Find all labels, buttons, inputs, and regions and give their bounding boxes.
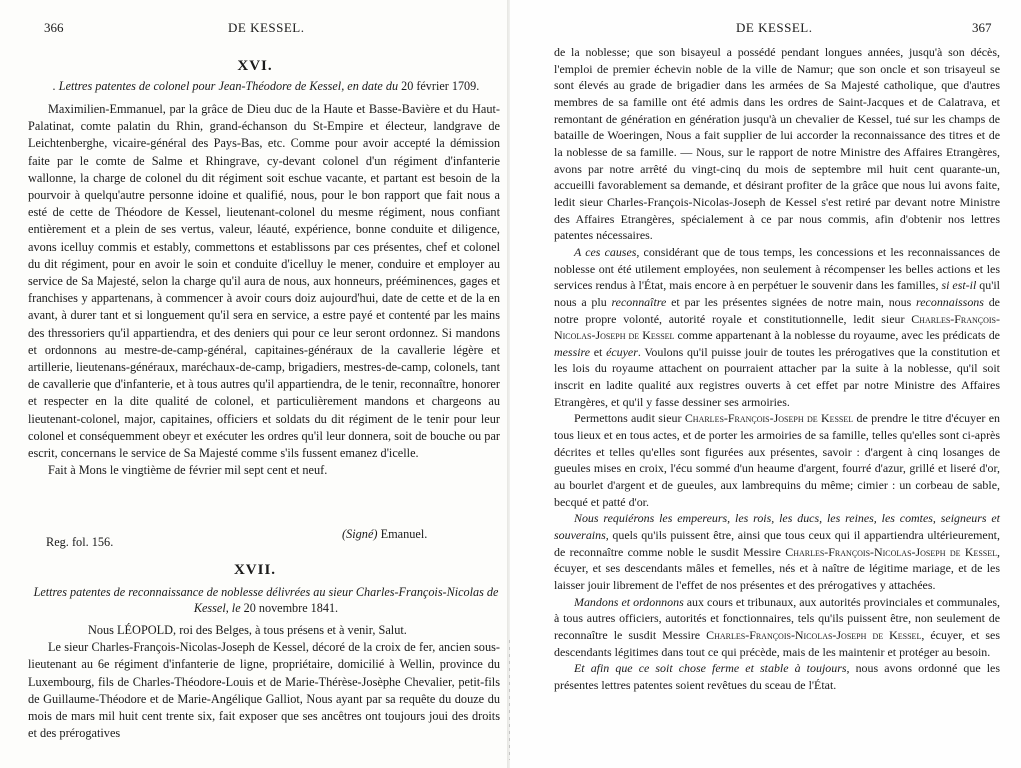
body-paragraph: Maximilien-Emmanuel, par la grâce de Dieu duc de la Haute et Basse-Bavière et du Haut-Palatinat, comte palatin du Rhin, grand-échanson du St-Empire et électeur, landgrave de Leichtenberghe, vicaire-général des Pays-Bas, etc. Comme pour avoir accepté la démission faite par le comte de Salme et Rhingrave, cy-devant colonel d'un régiment d'infanterie wallonne, la charge de colonel du dit régiment soit eschue vacante, et partant est besoin de la pourvoir à quelqu'autre personne idoine et qualifié, nous, pour le bon rapport que fait nous a esté de cette de Théodore de Kessel, lieutenant-colonel du mesme régiment, nous confiant entièrement et a plein de ses vertus, valeur, léauté, expérience, bonne conduite et diligence, avons icelluy commis et estably, commettons et establissons par ces présentes, chef et colonel du dit régiment, pour en avoir le soin et conduite d'icelluy le mener, conduire et employer au service de Sa Majesté, selon la charge qu'il aura de nous, aux honneurs, prééminences, gages et franchises y appartenans, à commencer à avoir cours doiz aujourd'hui, date de cette et de la en avant, à durer tant et si longuement qu'il sera en service, a estre payé et contenté par les mains des thressoriers qu'il appartiendra, et des deniers qui pour ce leur seront ordonnez. Si mandons et ordonnons au mestre-de-camp-général, capitaines-généraux de la cavallerie légère et artillerie, lieutenans-généraux, maréchaux-de-camp, brigadiers, mestres-de-camp, colonels, tant de cavallerie que d'infanterie, et à tous autres qu'il appartiendra, de le tenir, reconnaître, honorer et respecter en la dite qualité de colonel, et particulièrement mandons et chargeons au lieutenant-colonel, major, capitaines, officiers et soldats du dit régiment de le tenir pour leur colonel et conséquemment obeyr et exécuter les ordres qu'il leur donnera, soit de bouche ou par escrit, concernans le service de Sa Majesté comme s'ils fussent emanez d'icelle. [28, 102, 500, 461]
person-name: Charles-François-Nicolas-Joseph de Kessel [785, 544, 998, 559]
caption-date: 20 février 1709 [401, 79, 477, 93]
lead-phrase: Et afin que ce soit chose ferme et stable à toujours, [574, 661, 850, 676]
person-name: Charles-François-Nicolas-Joseph de Kessel [706, 627, 922, 642]
section-numeral: XVI. [237, 58, 273, 74]
section-body [28, 622, 500, 742]
caption-end: . [476, 79, 480, 93]
caption-text: . Lettres patentes de colonel pour Jean-Théodore de Kessel, en date du [52, 79, 402, 93]
closing-line: Fait à Mons le vingtième de février mil sept cent et neuf. [48, 463, 328, 478]
body-paragraph: Permettons audit sieur Charles-François-Joseph de Kessel de prendre le titre d'écuyer en tous lieux et en tous actes, et de porter les armoiries de sa famille, telles qu'elles sont ci-après décrites et telles qu'elles sont figurées aux présentes, savoir : d'argent à cinq losanges de gueules mises en croix, l'écu sommé d'un heaume d'argent, fourré d'azur, grillé et liseré d'or, au bourlet d'argent et de gueules, aux lambrequins du même; cimier : un corbeau de sable, becqué et patté d'or. [554, 411, 1000, 509]
body-paragraph: Le sieur Charles-François-Nicolas-Joseph de Kessel, décoré de la croix de fer, ancien sous-lieutenant au 6e régiment d'infanterie de ligne, propriétaire, domicilié à Wellin, province du Luxembourg, fils de Charles-Théodore-Louis et de Marie-Thérèse-Josèphe Chevalier, petit-fils de Guillaume-Théodore et de Marie-Angélique Galliot, Nous ayant par sa requête du douze du mois de mars mil huit cent trente six, fait exposer que ses ancêtres ont toujours joui des droits et des prérogatives [28, 640, 500, 741]
page-number: 366 [44, 20, 64, 35]
lead-phrase: A ces causes, [574, 244, 640, 259]
lead-phrase: Mandons et ordonnons [574, 594, 684, 609]
section-caption [30, 584, 502, 616]
page-body [554, 44, 1000, 694]
page-number: 367 [972, 20, 992, 35]
signed-name: Emanuel. [380, 527, 428, 541]
section-body [28, 101, 500, 479]
signed-label: (Signé) [342, 527, 378, 541]
body-paragraph: de la noblesse; que son bisayeul a possédé pendant longues années, jusqu'à son décès, l'emploi de premier échevin noble de la ville de Namur; que son oncle et son trisayeul se sont élevés au grade de brigadier dans les armées de Sa Majesté catholique, que d'autres membres de sa famille ont été admis dans les ordres de Saint-Jacques et de Calatrava, et remontant de génération en génération jusqu'à un chevalier de Kessel, tué sur les champs de bataille de Woeringen, Nous a fait supplier de lui accorder la reconnaissance des titres et de la noblesse de sa famille. — Nous, sur le rapport de notre Ministre des Affaires Etrangères, avons par notre arrêté du vingt-cinq du mois de septembre mil huit cent quarante-un, accueilli favorablement sa demande, et désirant profiter de la grâce que nous lui avons faite, ledit sieur Charles-François-Nicolas-Joseph de Kessel s'est retiré par devant notre Ministre des Affaires Etrangères, spécialement à ce par nous commis, afin d'obtenir nos lettres patentes nécessaires. [554, 45, 1000, 243]
body-paragraph: Mandons et ordonnons aux cours et tribunaux, aux autorités provinciales et communales, à tous autres officiers, autorités et fonctionnaires, tels qu'ils puissent être, non seulement de reconnaître le susdit Messire Charles-François-Nicolas-Joseph de Kessel, écuyer, et ses descendants légitimes dans tout ce qui précède, mais de les maintenir et protéger au besoin. [554, 594, 1000, 659]
running-head: DE KESSEL. [736, 20, 813, 35]
body-paragraph: A ces causes, considérant que de tous temps, les concessions et les reconnaissances de noblesse ont été utilement employées, non seulement à récompenser les belles actions et les services rendus à l'État, mais encore à en perpétuer le souvenir dans les familles, si est-il qu'il nous a plu reconnaître et par les présentes signées de notre main, nous reconnaissons de notre propre volonté, autorité royale et constitutionnelle, ledit sieur Charles-François-Nicolas-Joseph de Kessel comme appartenant à la noblesse du royaume, avec les prédicats de messire et écuyer. Voulons qu'il puisse jouir de toutes les prérogatives que la constitution et les lois du royaume attachent on pourraient attacher par la suite à la noblesse, qu'il soit inscrit en ladite qualité aux registres ouverts à cet effet par notre Ministre des Affaires Etrangères, et qu'il y fasse dessiner ses armoiries. [554, 244, 1001, 409]
lead-phrase: Nous requiérons les empereurs, les rois, les ducs, les reines, les comtes, seigneurs et souverains, [554, 511, 1000, 543]
caption-text: Lettres patentes de reconnaissance de noblesse délivrées au sieur Charles-François-Nicolas de Kessel, le [33, 585, 499, 615]
body-paragraph: Et afin que ce soit chose ferme et stable à toujours, nous avons ordonné que les présentes lettres patentes soient revêtues du sceau de l'État. [554, 661, 1000, 692]
left-page [0, 0, 510, 768]
right-page [510, 0, 1021, 768]
caption-end: . [335, 601, 339, 615]
section-caption [30, 78, 502, 94]
caption-date: 20 novembre 1841 [243, 601, 336, 615]
person-name: Charles-François-Joseph de Kessel [684, 411, 854, 426]
running-head: DE KESSEL. [228, 20, 305, 35]
opening-line: Nous LÉOPOLD, roi des Belges, à tous présens et à venir, Salut. [88, 623, 407, 637]
section-numeral: XVII. [233, 562, 277, 578]
register-ref: Reg. fol. 156. [46, 535, 114, 549]
signature [342, 526, 492, 543]
person-name: Charles-François-Nicolas-Joseph de Kessel [554, 311, 1000, 343]
body-paragraph: Nous requiérons les empereurs, les rois, les ducs, les reines, les comtes, seigneurs et souverains, quels qu'ils puissent être, ainsi que tous ceux qui il appartiendra ultérieurement, de reconnaître comme noble le susdit Messire Charles-François-Nicolas-Joseph de Kessel, écuyer, et ses descendants mâles et femelles, nés et à naître de légitime mariage, et de les laisser jouir librement de l'effet de nos présentes et des prérogatives y attachées. [554, 511, 1000, 592]
